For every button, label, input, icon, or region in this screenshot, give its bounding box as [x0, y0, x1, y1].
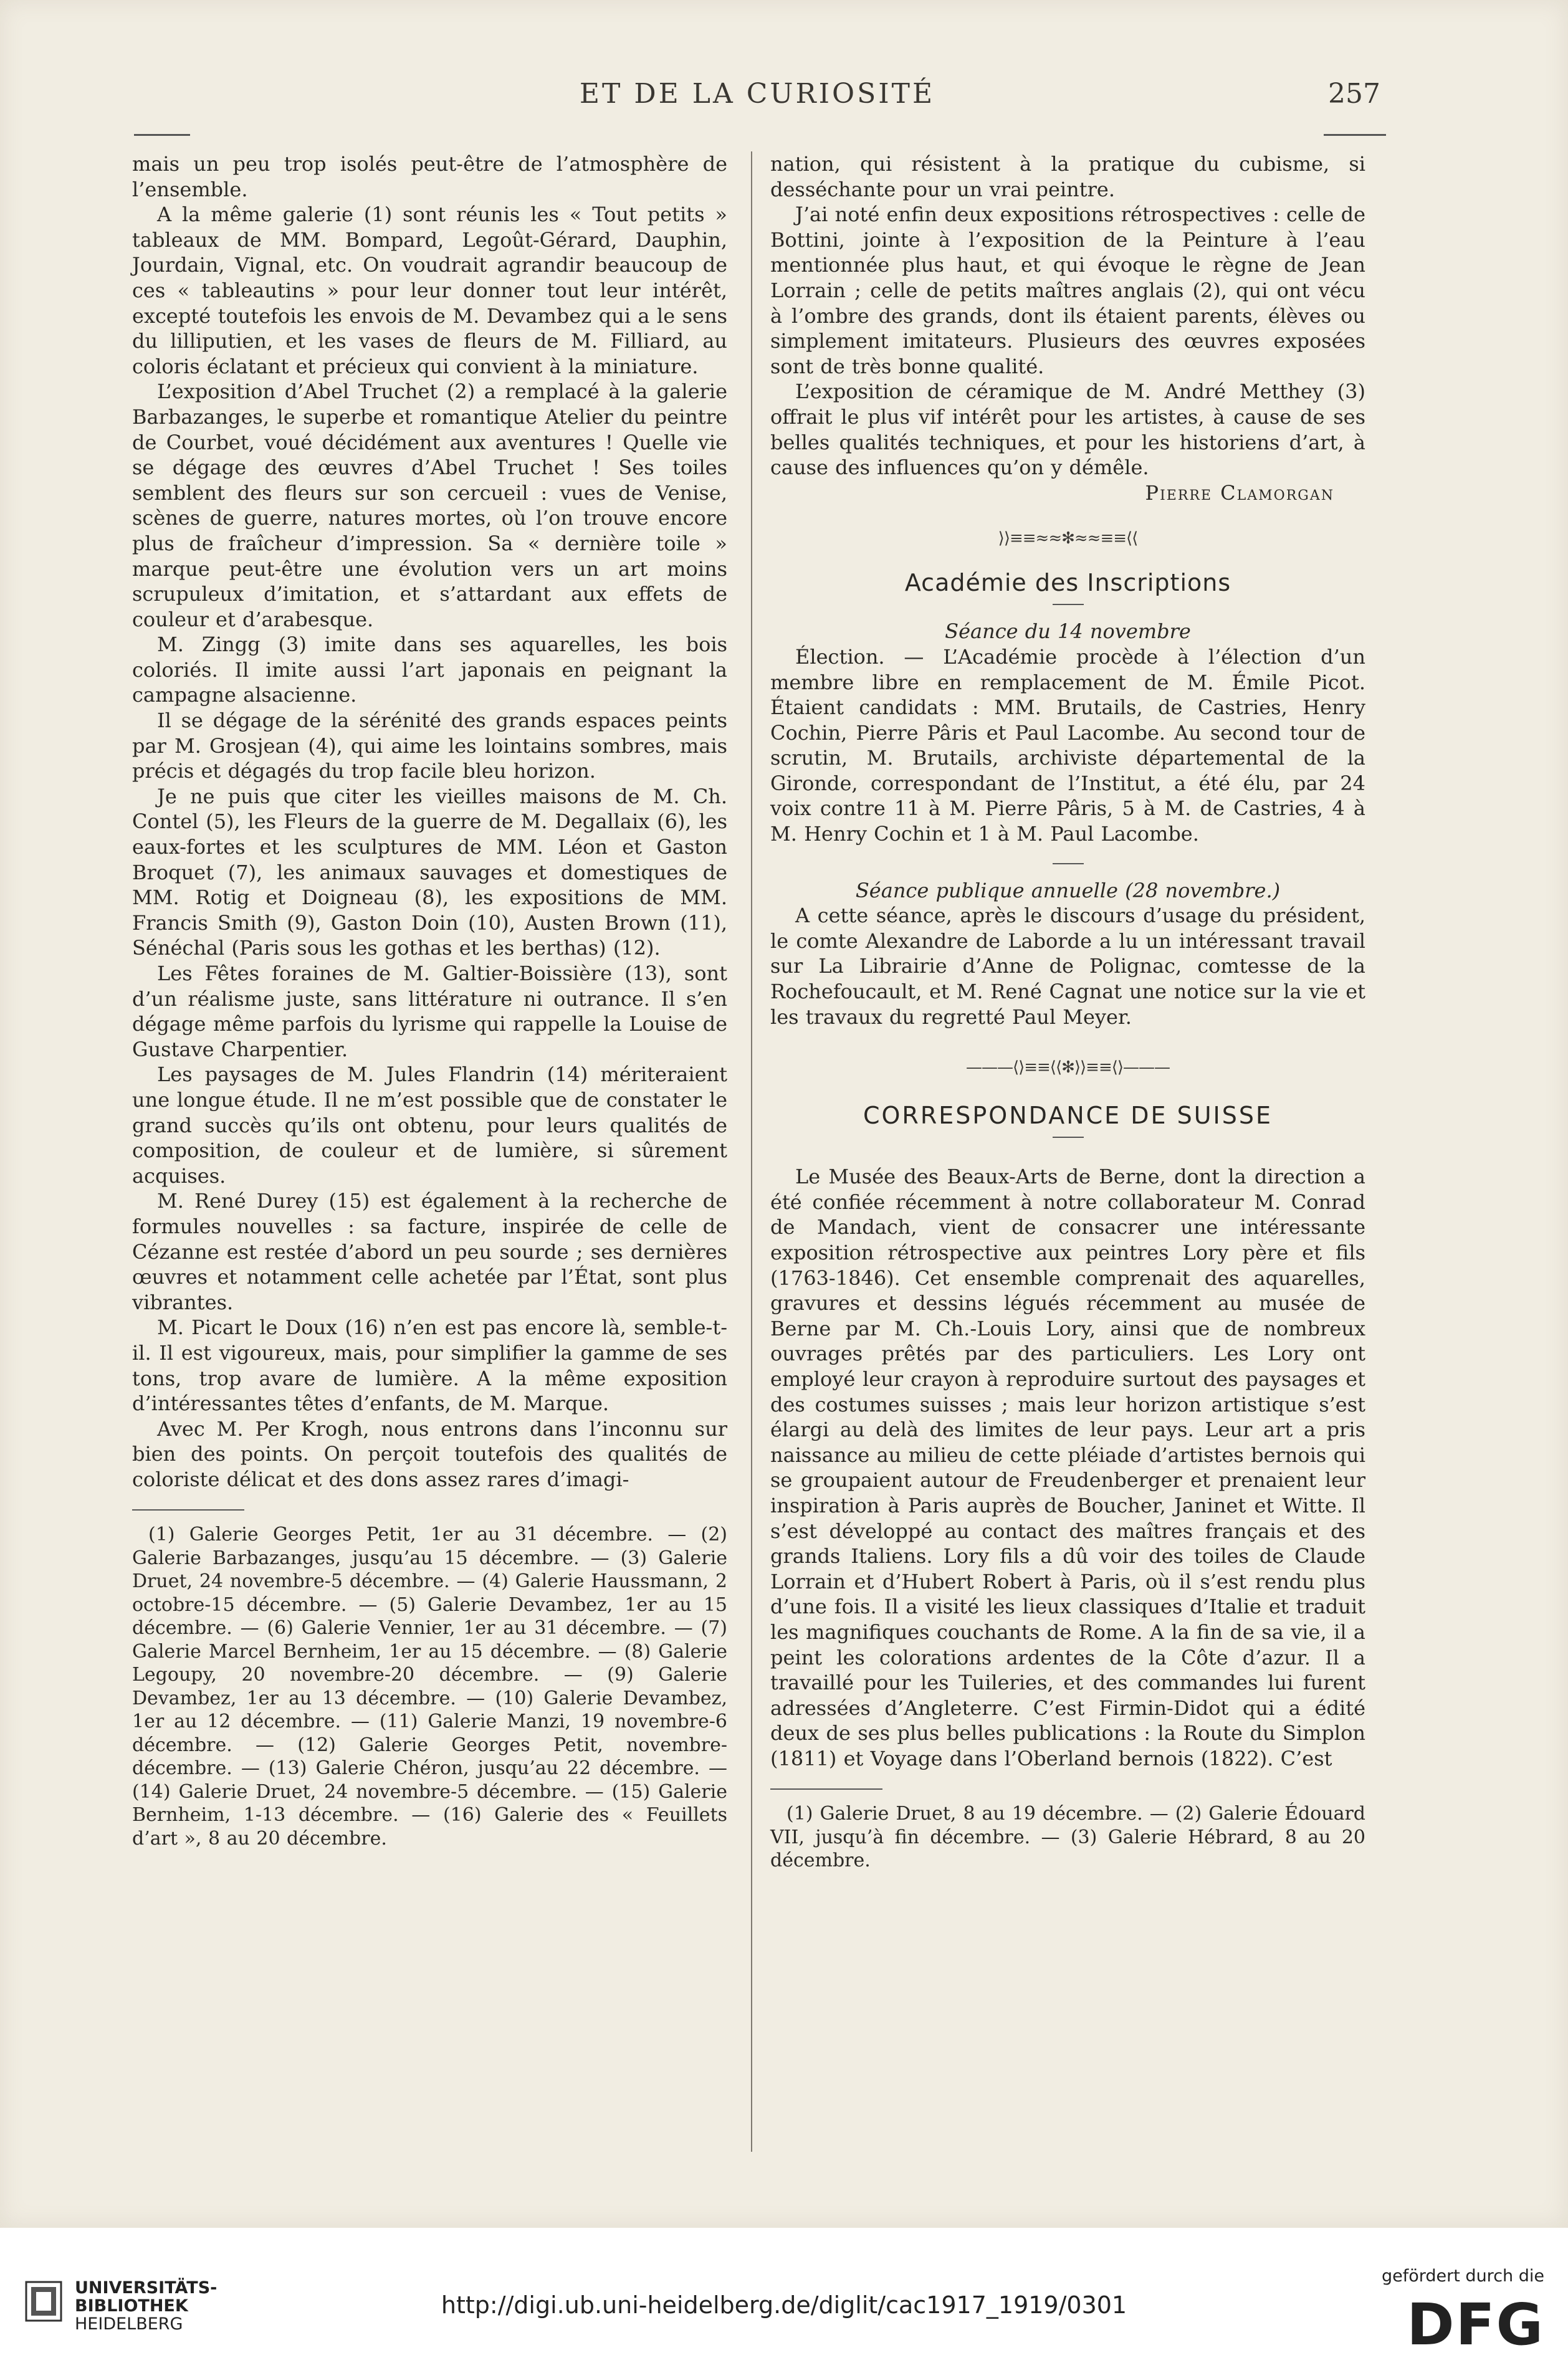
- left-paragraph: M. Zingg (3) imite dans ses aquarelles, les bois coloriés. Il imite aussi l’art japonais en peignant la campagne alsacienne.: [132, 633, 727, 707]
- header-rule-right: [1324, 134, 1386, 136]
- seance-title: Séance publique annuelle (28 novembre.): [855, 878, 1281, 902]
- right-column: [770, 151, 1365, 1873]
- heading-dash: [1053, 604, 1084, 605]
- academie-heading: Académie des Inscriptions: [904, 569, 1231, 597]
- left-paragraph: M. René Durey (15) est également à la recherche de formules nouvelles : sa facture, inspirée de celle de Cézanne est restée d’abord un peu sourde ; ses dernières œuvres et notamment celle achetée par l’État, sont plus vibrantes.: [132, 1189, 727, 1314]
- left-paragraph: mais un peu trop isolés peut-être de l’atmosphère de l’ensemble.: [132, 152, 727, 201]
- suisse-heading: CORRESPONDANCE DE SUISSE: [863, 1102, 1273, 1130]
- seance-title: Séance du 14 novembre: [945, 619, 1191, 644]
- author-signature: Pierre Clamorgan: [1145, 480, 1334, 505]
- section-ornament: ⟩⟩≡≡≈≈✻≈≈≡≡⟨⟨: [998, 529, 1138, 548]
- right-paragraph: Élection. — L’Académie procède à l’élection d’un membre libre en remplacement de M. Émile Picot. Étaient candidats : MM. Brutails, de Castries, Henry Cochin, Pierre Pâris et Paul Lacombe. Au second tour de scrutin, M. Brutails, archiviste départemental de la Gironde, correspondant de l’Institut, a été élu, par 24 voix contre 11 à M. Pierre Pâris, 5 à M. de Castries, 4 à M. Henry Cochin et 1 à M. Paul Lacombe.: [770, 644, 1365, 846]
- running-head: [134, 78, 1380, 122]
- separator-dash: [1053, 863, 1084, 864]
- left-paragraph: Les paysages de M. Jules Flandrin (14) mériteraient une longue étude. Il ne m’est possible que de constater le grand succès qu’ils ont obtenu, pour leurs qualités de composition, de couleur et de lumière, si sûrement acquises.: [132, 1062, 727, 1188]
- footnote-separator: [770, 1788, 882, 1790]
- right-footnotes: [770, 1802, 1365, 1873]
- right-paragraph: nation, qui résistent à la pratique du cubisme, si desséchante pour un vrai peintre.: [770, 152, 1365, 201]
- right-paragraph: A cette séance, après le discours d’usage du président, le comte Alexandre de Laborde a lu un intéressant travail sur La Librairie d’Anne de Polignac, comtesse de la Rochefoucault, et M. René Cagnat une notice sur la vie et les travaux du regretté Paul Meyer.: [770, 904, 1365, 1029]
- left-column: [132, 151, 727, 1850]
- library-line: HEIDELBERG: [75, 2314, 183, 2334]
- digitization-footer: [0, 2228, 1568, 2368]
- library-line: BIBLIOTHEK: [75, 2296, 188, 2316]
- left-paragraph: M. Picart le Doux (16) n’en est pas encore là, semble-t-il. Il est vigoureux, mais, pour simplifier la gamme de ses tons, trop avare de lumière. A la même exposition d’intéressantes têtes d’enfants, de M. Marque.: [132, 1315, 727, 1416]
- section-ornament: ———⟨⟩≡≡⟨⟨✻⟩⟩≡≡⟨⟩———: [965, 1058, 1170, 1077]
- footnote-text: (1) Galerie Georges Petit, 1er au 31 décembre. — (2) Galerie Barbazanges, jusqu’au 15 décembre. — (3) Galerie Druet, 24 novembre-5 décembre. — (4) Galerie Haussmann, 2 octobre-15 décembre. — (5) Galerie Devambez, 1er au 15 décembre. — (6) Galerie Vennier, 1er au 31 décembre. — (7) Galerie Marcel Bernheim, 1er au 15 décembre. — (8) Galerie Legoupy, 20 novembre-20 décembre. — (9) Galerie Devambez, 1er au 13 décembre. — (10) Galerie Devambez, 1er au 12 décembre. — (11) Galerie Manzi, 19 novembre-6 décembre. — (12) Galerie Georges Petit, novembre-décembre. — (13) Galerie Chéron, jusqu’au 22 décembre. — (14) Galerie Druet, 24 novembre-5 décembre. — (15) Galerie Bernheim, 1-13 décembre. — (16) Galerie des « Feuillets d’art », 8 au 20 décembre.: [132, 1524, 727, 1850]
- running-title: ET DE LA CURIOSITÉ: [579, 78, 935, 110]
- left-paragraph: Il se dégage de la sérénité des grands espaces peints par M. Grosjean (4), qui aime les lointains sombres, mais précis et dégagés du trop facile bleu horizon.: [132, 709, 727, 783]
- right-paragraph: L’exposition de céramique de M. André Metthey (3) offrait le plus vif intérêt pour les artistes, à cause de ses belles qualités techniques, et pour les historiens d’art, à cause des influences qu’on y démêle.: [770, 380, 1365, 480]
- heading-dash: [1053, 1137, 1084, 1138]
- page-number: 257: [1328, 78, 1380, 110]
- footnote-separator: [132, 1509, 244, 1511]
- funding-caption: gefördert durch die: [1382, 2266, 1544, 2286]
- right-paragraph: J’ai noté enfin deux expositions rétrospectives : celle de Bottini, jointe à l’exposition de la Peinture à l’eau mentionnée plus haut, et qui évoque le règne de Jean Lorrain ; celle de petits maîtres anglais (2), qui ont vécu à l’ombre des grands, dont ils étaient parents, élèves ou simplement imitateurs. Plusieurs des œuvres exposées sont de très bonne qualité.: [770, 203, 1365, 378]
- permalink-url[interactable]: http://digi.ub.uni-heidelberg.de/diglit/cac1917_1919/0301: [441, 2291, 1127, 2319]
- left-paragraph: Les Fêtes foraines de M. Galtier-Boissière (13), sont d’un réalisme juste, sans littérature ni outrance. Il s’en dégage même parfois du lyrisme qui rappelle la Louise de Gustave Charpentier.: [132, 962, 727, 1061]
- right-paragraph: Le Musée des Beaux-Arts de Berne, dont la direction a été confiée récemment à notre collaborateur M. Conrad de Mandach, vient de consacrer une intéressante exposition rétrospective aux peintres Lory père et fils (1763-1846). Cet ensemble comprenait des aquarelles, gravures et dessins légués récemment au musée de Berne par M. Ch.-Louis Lory, ainsi que de nombreux ouvrages prêtés par des particuliers. Les Lory ont employé leur crayon à reproduire surtout des paysages et des costumes suisses ; mais leur horizon artistique s’est élargi au delà des limites de leur pays. Leur art a pris naissance au milieu de cette pléiade d’artistes bernois qui se groupaient autour de Freudenberger et prenaient leur inspiration à Paris auprès de Boucher, Janinet et Witte. Il s’est développé au contact des maîtres français et des grands Italiens. Lory fils a dû voir des toiles de Claude Lorrain et d’Hubert Robert à Paris, où il s’est rendu plus d’une fois. Il a visité les lieux classiques d’Italie et traduit les magnifiques couchants de Rome. A la fin de sa vie, il a peint les colorations ardentes de la Côte d’azur. Il a travaillé pour les Tuileries, et des commandes lui furent adressées d’Angleterre. C’est Firmin-Didot qui a édité deux de ses plus belles publications : la Route du Simplon (1811) et Voyage dans l’Oberland bernois (1822). C’est: [770, 1165, 1365, 1770]
- left-paragraph: Avec M. Per Krogh, nous entrons dans l’inconnu sur bien des points. On perçoit toutefois des qualités de coloriste délicat et des dons assez rares d’imagi-: [132, 1416, 727, 1491]
- header-rule-left: [134, 134, 190, 136]
- left-paragraph: Je ne puis que citer les vieilles maisons de M. Ch. Contel (5), les Fleurs de la guerre de M. Degallaix (6), les eaux-fortes et les sculptures de MM. Léon et Gaston Broquet (7), les animaux sauvages et domestiques de MM. Rotig et Doigneau (8), les expositions de MM. Francis Smith (9), Gaston Doin (10), Austen Brown (11), Sénéchal (Paris sous les gothas et les berthas) (12).: [132, 784, 727, 960]
- left-paragraph: L’exposition d’Abel Truchet (2) a remplacé à la galerie Barbazanges, le superbe et romantique Atelier du peintre de Courbet, voué décidément aux aventures ! Quelle vie se dégage des œuvres d’Abel Truchet ! Ses toiles semblent des fleurs sur son cercueil : vues de Venise, scènes de guerre, natures mortes, où l’on trouve encore plus de fraîcheur d’impression. Sa « dernière toile » marque peut-être une évolution vers un art moins scrupuleux d’imitation, et s’attardant aux effets de couleur et d’arabesque.: [132, 380, 727, 631]
- column-divider: [751, 151, 752, 2152]
- left-footnotes: [132, 1523, 727, 1850]
- footnote-text: (1) Galerie Druet, 8 au 19 décembre. — (2) Galerie Édouard VII, jusqu’à fin décembre. — (3) Galerie Hébrard, 8 au 20 décembre.: [770, 1803, 1365, 1872]
- dfg-logo: DFG: [1407, 2291, 1544, 2358]
- library-line: UNIVERSITÄTS-: [75, 2278, 218, 2298]
- left-paragraph: A la même galerie (1) sont réunis les « Tout petits » tableaux de MM. Bompard, Legoût-Gérard, Dauphin, Jourdain, Vignal, etc. On voudrait agrandir beaucoup de ces « tableautins » pour leur donner tout leur intérêt, excepté toutefois les envois de M. Devambez qui a le sens du lilliputien, et les vases de fleurs de M. Filliard, au coloris éclatant et précieux qui convient à la miniature.: [132, 203, 727, 378]
